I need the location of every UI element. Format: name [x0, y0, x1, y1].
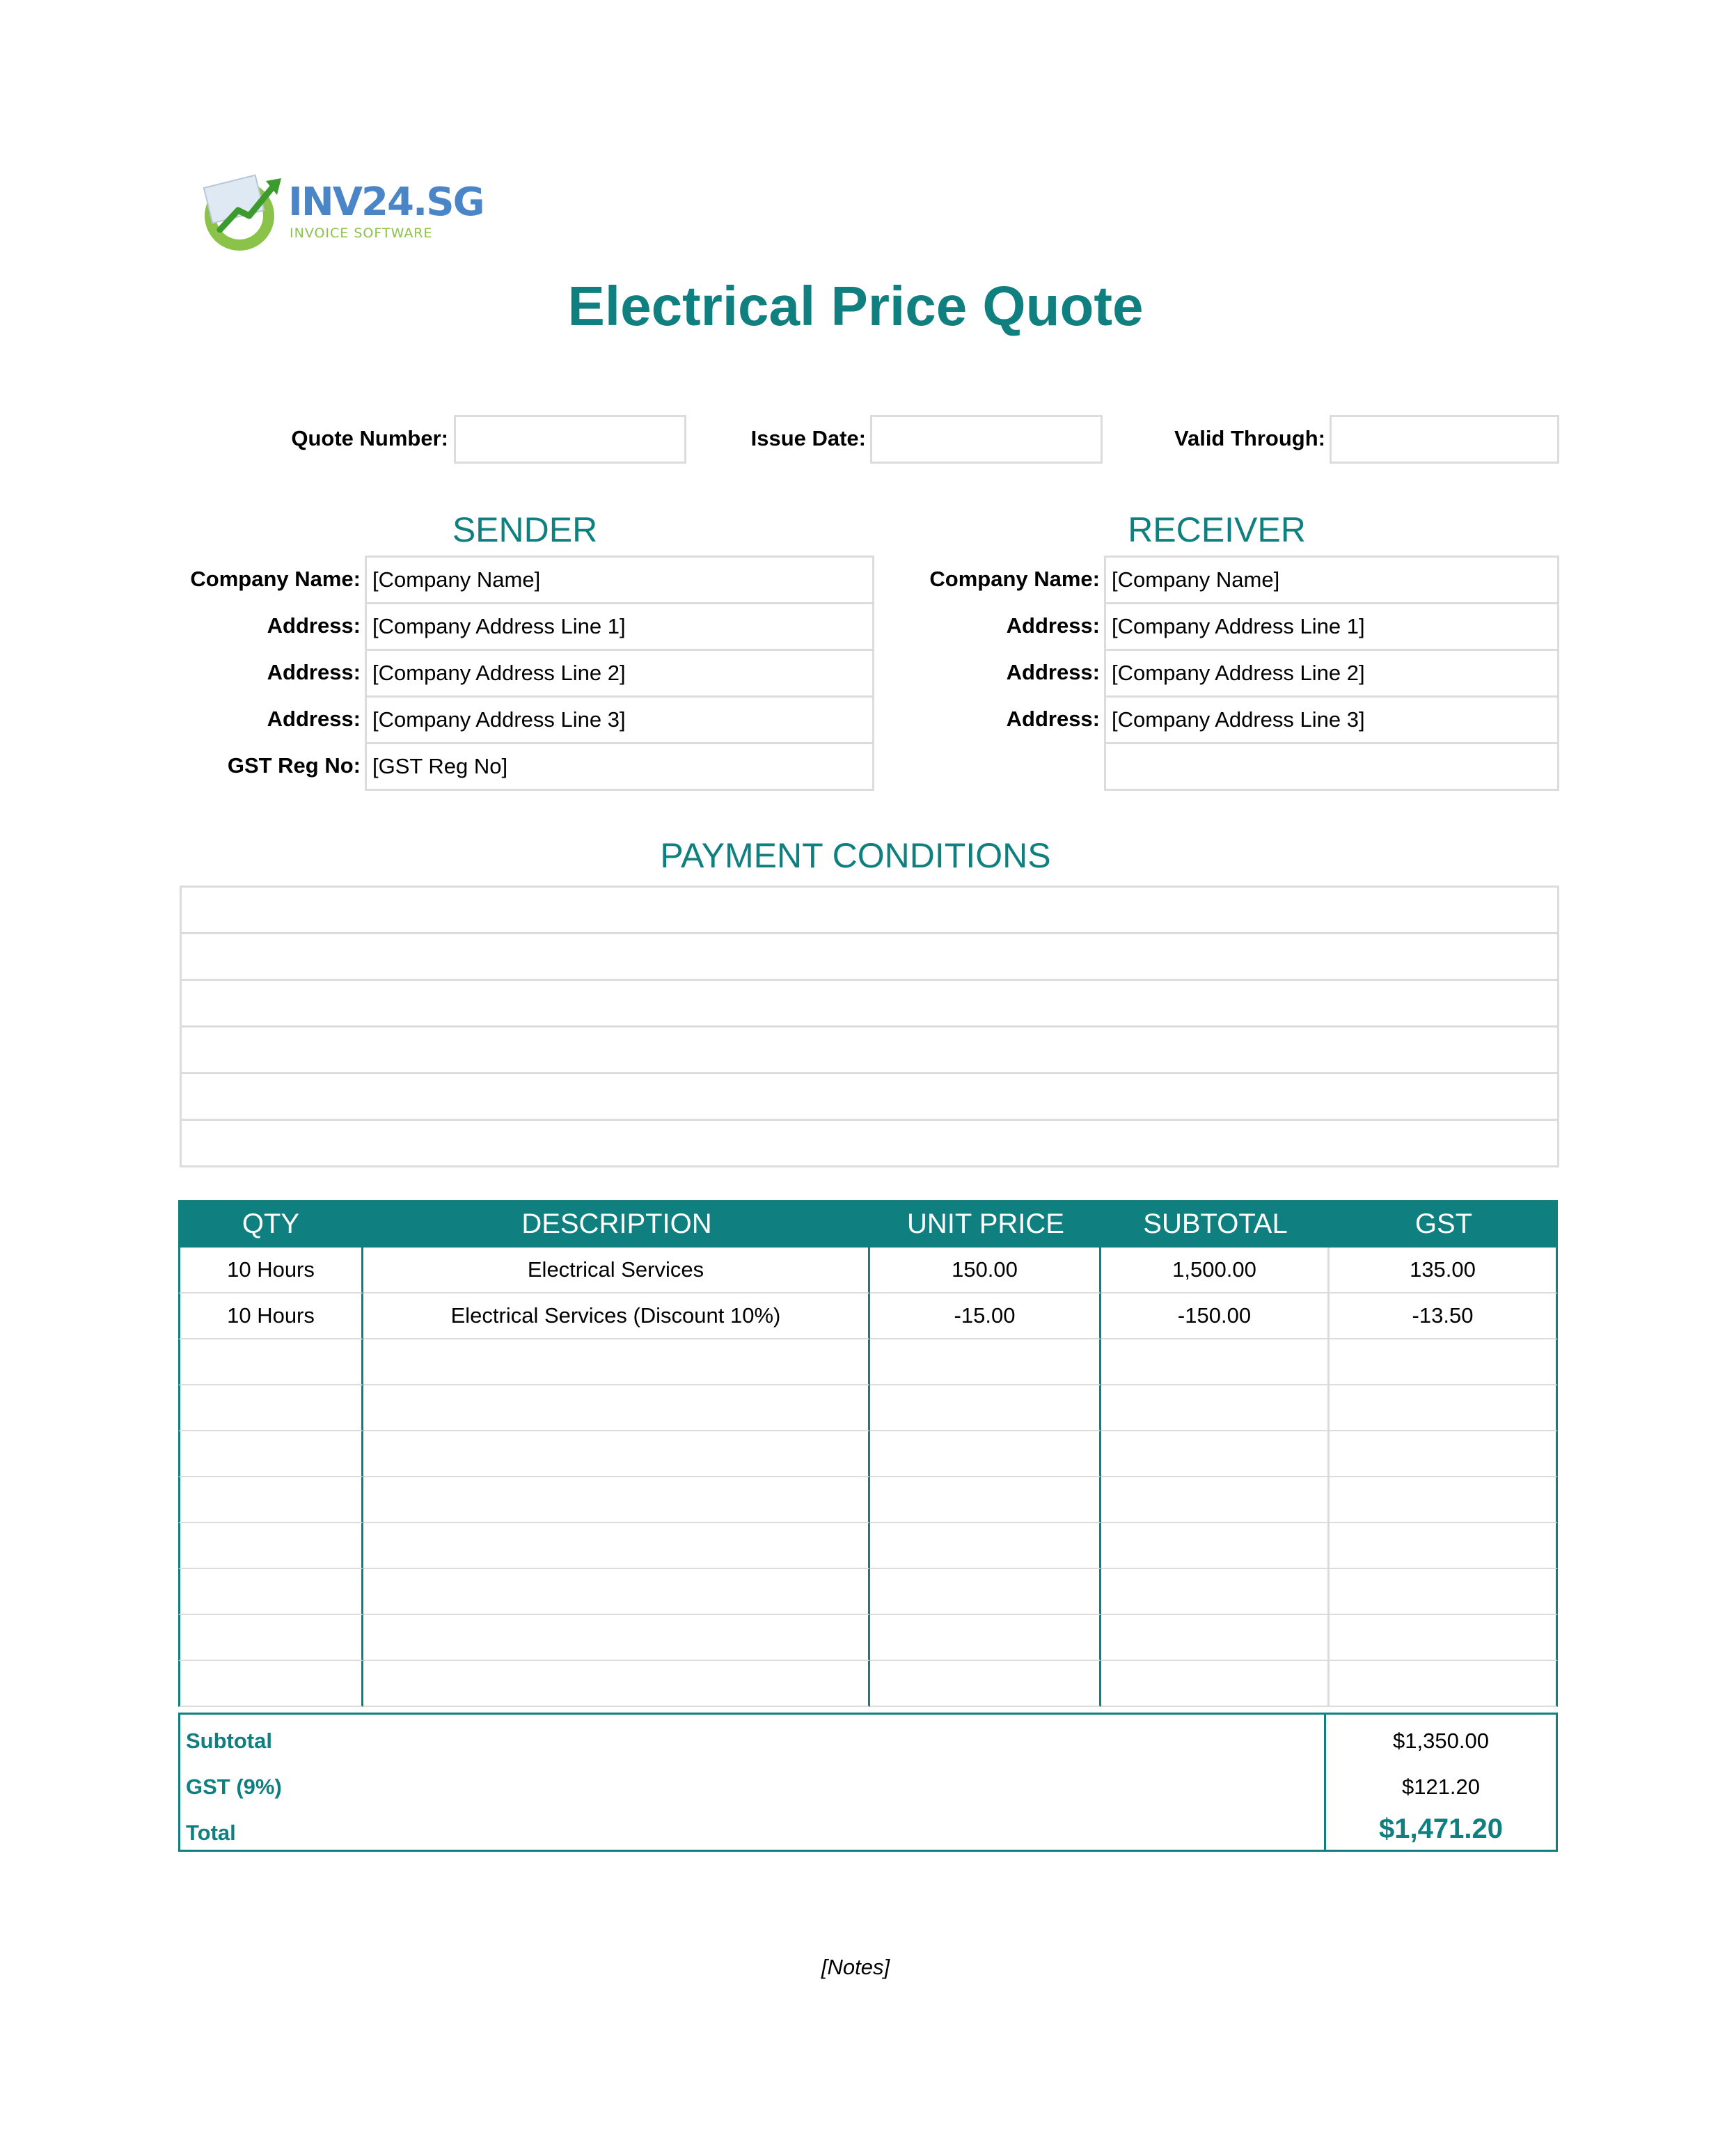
cell-gst[interactable]	[1330, 1339, 1558, 1385]
table-row	[178, 1339, 1558, 1385]
items-header-row	[178, 1200, 1558, 1248]
cell-qty[interactable]: 10 Hours	[178, 1293, 363, 1339]
logo-icon	[199, 170, 285, 253]
sender-field-label: Company Name:	[190, 567, 361, 591]
receiver-field-label: Address:	[1006, 613, 1100, 638]
sender-field-label: Address:	[267, 613, 361, 638]
cell-subtotal[interactable]	[1101, 1615, 1330, 1661]
notes: [Notes]	[821, 1955, 890, 1979]
cell-subtotal[interactable]	[1101, 1569, 1330, 1615]
cell-unit-price[interactable]	[870, 1569, 1101, 1615]
cell-description[interactable]	[363, 1431, 870, 1477]
page-title: Electrical Price Quote	[567, 275, 1144, 337]
cell-unit-price[interactable]: 150.00	[870, 1248, 1101, 1293]
total-label: Total	[186, 1820, 236, 1845]
sender-field-label: GST Reg No:	[227, 753, 361, 778]
logo-tagline: INVOICE SOFTWARE	[290, 226, 433, 241]
cell-unit-price[interactable]	[870, 1615, 1101, 1661]
table-row	[178, 1569, 1558, 1615]
table-row	[178, 1477, 1558, 1523]
sender-field-label: Address:	[267, 660, 361, 684]
receiver-heading: RECEIVER	[1128, 510, 1306, 549]
cell-description[interactable]	[363, 1615, 870, 1661]
cell-subtotal[interactable]: -150.00	[1101, 1293, 1330, 1339]
gst-value: $121.20	[1401, 1775, 1481, 1799]
table-row	[178, 1615, 1558, 1661]
cell-gst[interactable]	[1330, 1661, 1558, 1707]
cell-qty[interactable]	[178, 1523, 363, 1569]
receiver-field-value[interactable]	[1104, 742, 1559, 791]
table-row	[178, 1661, 1558, 1707]
cell-qty[interactable]: 10 Hours	[178, 1248, 363, 1293]
receiver-field-label: Company Name:	[929, 567, 1100, 591]
table-row	[178, 1431, 1558, 1477]
cell-gst[interactable]	[1330, 1615, 1558, 1661]
cell-gst[interactable]	[1330, 1385, 1558, 1431]
valid-through-label: Valid Through:	[1174, 426, 1325, 450]
receiver-field-value[interactable]: [Company Address Line 1]	[1104, 602, 1559, 651]
payment-condition-row[interactable]	[180, 979, 1559, 1028]
sender-field-value[interactable]: [Company Address Line 1]	[365, 602, 874, 651]
cell-description[interactable]: Electrical Services (Discount 10%)	[363, 1293, 870, 1339]
cell-unit-price[interactable]	[870, 1661, 1101, 1707]
table-row	[178, 1385, 1558, 1431]
cell-subtotal[interactable]	[1101, 1477, 1330, 1523]
sender-field-value[interactable]: [GST Reg No]	[365, 742, 874, 791]
cell-gst[interactable]	[1330, 1569, 1558, 1615]
header-qty: QTY	[242, 1208, 300, 1239]
header-unit-price: UNIT PRICE	[907, 1208, 1064, 1239]
payment-condition-row[interactable]	[180, 932, 1559, 981]
cell-description[interactable]	[363, 1661, 870, 1707]
cell-description[interactable]	[363, 1523, 870, 1569]
cell-gst[interactable]	[1330, 1523, 1558, 1569]
receiver-field-value[interactable]: [Company Name]	[1104, 556, 1559, 604]
cell-gst[interactable]: -13.50	[1330, 1293, 1558, 1339]
sender-field-label: Address:	[267, 707, 361, 731]
issue-date-field[interactable]	[870, 415, 1103, 464]
cell-subtotal[interactable]	[1101, 1431, 1330, 1477]
cell-unit-price[interactable]	[870, 1339, 1101, 1385]
quote-number-field[interactable]	[454, 415, 686, 464]
valid-through-field[interactable]	[1330, 415, 1559, 464]
sender-heading: SENDER	[452, 510, 598, 549]
logo-name: INV24.SG	[288, 180, 484, 225]
receiver-field-value[interactable]: [Company Address Line 2]	[1104, 649, 1559, 698]
items-table	[178, 1200, 1558, 1707]
totals-block	[178, 1713, 1558, 1852]
receiver-field-value[interactable]: [Company Address Line 3]	[1104, 695, 1559, 744]
cell-description[interactable]: Electrical Services	[363, 1248, 870, 1293]
receiver-field-label: Address:	[1006, 707, 1100, 731]
cell-subtotal[interactable]	[1101, 1523, 1330, 1569]
header-gst: GST	[1414, 1208, 1473, 1239]
payment-condition-row[interactable]	[180, 886, 1559, 934]
cell-qty[interactable]	[178, 1477, 363, 1523]
cell-subtotal[interactable]	[1101, 1661, 1330, 1707]
payment-conditions-heading: PAYMENT CONDITIONS	[660, 836, 1051, 875]
issue-date-label: Issue Date:	[750, 426, 866, 450]
sender-field-value[interactable]: [Company Name]	[365, 556, 874, 604]
header-subtotal: SUBTOTAL	[1143, 1208, 1288, 1239]
sender-field-value[interactable]: [Company Address Line 2]	[365, 649, 874, 698]
subtotal-label: Subtotal	[186, 1729, 272, 1753]
subtotal-value: $1,350.00	[1393, 1729, 1489, 1753]
cell-gst[interactable]	[1330, 1431, 1558, 1477]
cell-description[interactable]	[363, 1339, 870, 1385]
cell-description[interactable]	[363, 1477, 870, 1523]
quote-number-label: Quote Number:	[291, 426, 448, 450]
cell-description[interactable]	[363, 1569, 870, 1615]
table-row	[178, 1523, 1558, 1569]
total-value: $1,471.20	[1379, 1813, 1503, 1844]
cell-unit-price[interactable]	[870, 1385, 1101, 1431]
cell-subtotal[interactable]: 1,500.00	[1101, 1248, 1330, 1293]
company-logo	[199, 170, 484, 253]
items-body	[178, 1248, 1558, 1707]
cell-qty[interactable]	[178, 1569, 363, 1615]
cell-qty[interactable]	[178, 1615, 363, 1661]
cell-unit-price[interactable]	[870, 1477, 1101, 1523]
cell-unit-price[interactable]: -15.00	[870, 1293, 1101, 1339]
cell-subtotal[interactable]	[1101, 1385, 1330, 1431]
cell-unit-price[interactable]	[870, 1523, 1101, 1569]
cell-qty[interactable]	[178, 1339, 363, 1385]
cell-qty[interactable]	[178, 1385, 363, 1431]
cell-description[interactable]	[363, 1385, 870, 1431]
cell-gst[interactable]: 135.00	[1330, 1248, 1558, 1293]
payment-condition-row[interactable]	[180, 1072, 1559, 1121]
cell-qty[interactable]	[178, 1661, 363, 1707]
table-row	[178, 1293, 1558, 1339]
header-description: DESCRIPTION	[521, 1208, 712, 1239]
sender-field-value[interactable]: [Company Address Line 3]	[365, 695, 874, 744]
receiver-field-label: Address:	[1006, 660, 1100, 684]
payment-condition-row[interactable]	[180, 1025, 1559, 1074]
payment-condition-row[interactable]	[180, 1119, 1559, 1167]
gst-label: GST (9%)	[186, 1775, 282, 1799]
table-row	[178, 1248, 1558, 1293]
cell-gst[interactable]	[1330, 1477, 1558, 1523]
cell-subtotal[interactable]	[1101, 1339, 1330, 1385]
cell-qty[interactable]	[178, 1431, 363, 1477]
cell-unit-price[interactable]	[870, 1431, 1101, 1477]
